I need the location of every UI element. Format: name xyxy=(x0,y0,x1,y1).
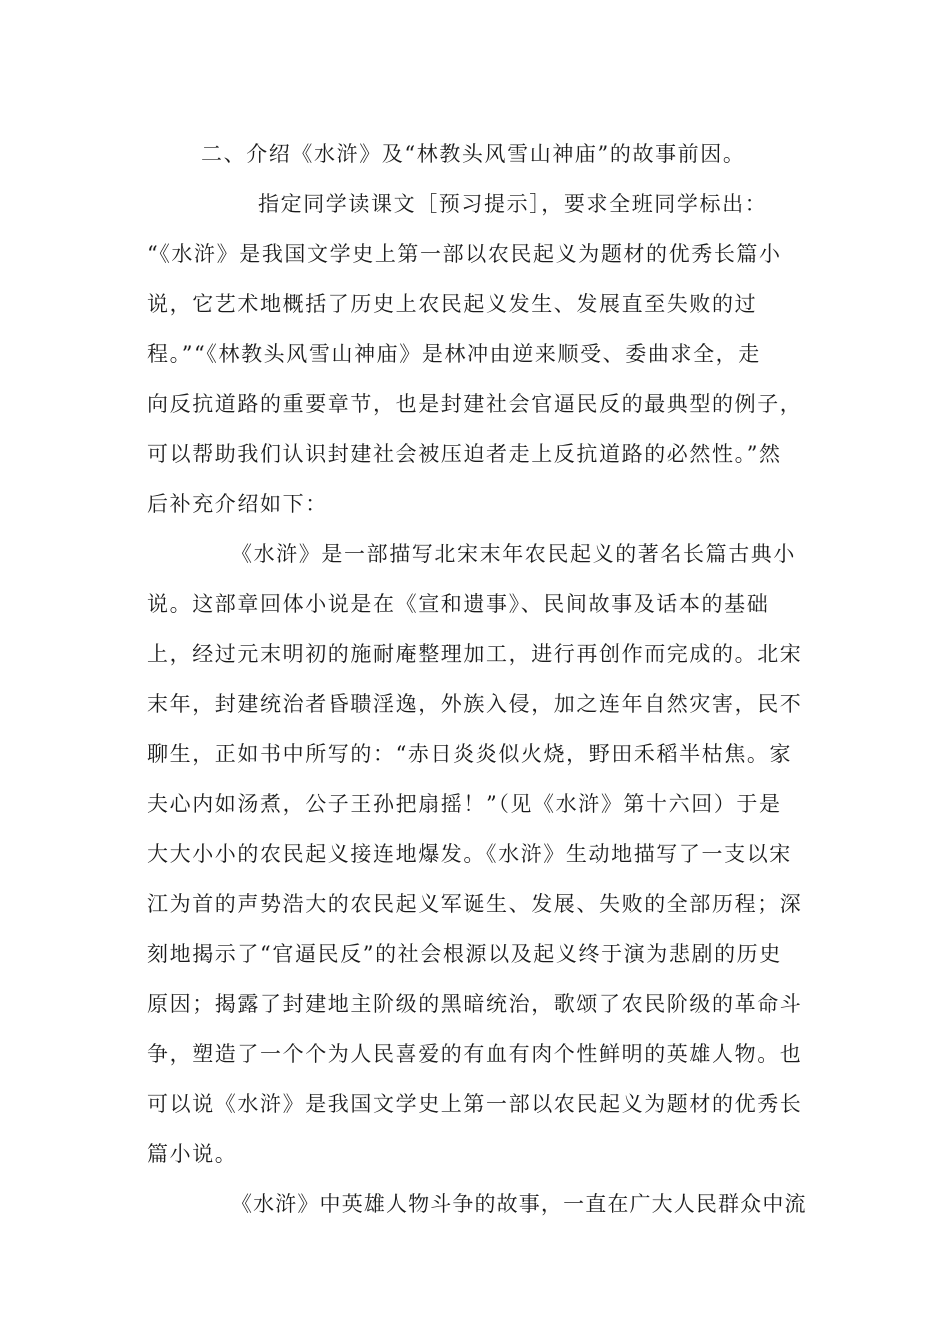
text-line: 篇小说。 xyxy=(147,1142,238,1166)
text-line: 原因；揭露了封建地主阶级的黑暗统治，歌颂了农民阶级的革命斗 xyxy=(147,992,803,1016)
text-line: 指定同学读课文［预习提示］，要求全班同学标出： xyxy=(258,192,768,216)
text-line: 《水浒》中英雄人物斗争的故事，一直在广大人民群众中流 xyxy=(231,1192,807,1216)
section-heading: 二、介绍《水浒》及“林教头风雪山神庙”的故事前因。 xyxy=(201,142,746,166)
text-line: “《水浒》是我国文学史上第一部以农民起义为题材的优秀长篇小 xyxy=(147,242,782,266)
text-line: 上，经过元末明初的施耐庵整理加工，进行再创作而完成的。北宋 xyxy=(147,642,803,666)
text-line: 说，它艺术地概括了历史上农民起义发生、发展直至失败的过 xyxy=(147,292,758,316)
text-line: 争，塑造了一个个为人民喜爱的有血有肉个性鲜明的英雄人物。也 xyxy=(147,1042,803,1066)
text-line: 向反抗道路的重要章节，也是封建社会官逼民反的最典型的例子， xyxy=(147,392,803,416)
text-line: 说。这部章回体小说是在《宣和遗事》、民间故事及话本的基础 xyxy=(147,592,770,616)
text-line: 《水浒》是一部描写北宋末年农民起义的著名长篇古典小 xyxy=(231,542,796,566)
text-line: 末年，封建统治者昏聩淫逸，外族入侵，加之连年自然灾害，民不 xyxy=(147,692,803,716)
text-line: 江为首的声势浩大的农民起义军诞生、发展、失败的全部历程；深 xyxy=(147,892,803,916)
text-line: 夫心内如汤煮，公子王孙把扇摇！”（见《水浒》第十六回）于是 xyxy=(147,792,782,816)
text-line: 可以说《水浒》是我国文学史上第一部以农民起义为题材的优秀长 xyxy=(147,1092,803,1116)
text-line: 可以帮助我们认识封建社会被压迫者走上反抗道路的必然性。”然 xyxy=(147,442,782,466)
text-line: 大大小小的农民起义接连地爆发。《水浒》生动地描写了一支以宋 xyxy=(147,842,792,866)
text-line: 刻地揭示了“官逼民反”的社会根源以及起义终于演为悲剧的历史 xyxy=(147,942,782,966)
text-line: 聊生，正如书中所写的：“赤日炎炎似火烧，野田禾稻半枯焦。家 xyxy=(147,742,793,766)
text-line: 后补充介绍如下： xyxy=(147,492,328,516)
text-line: 程。”“《林教头风雪山神庙》是林冲由逆来顺受、委曲求全，走 xyxy=(147,342,761,366)
